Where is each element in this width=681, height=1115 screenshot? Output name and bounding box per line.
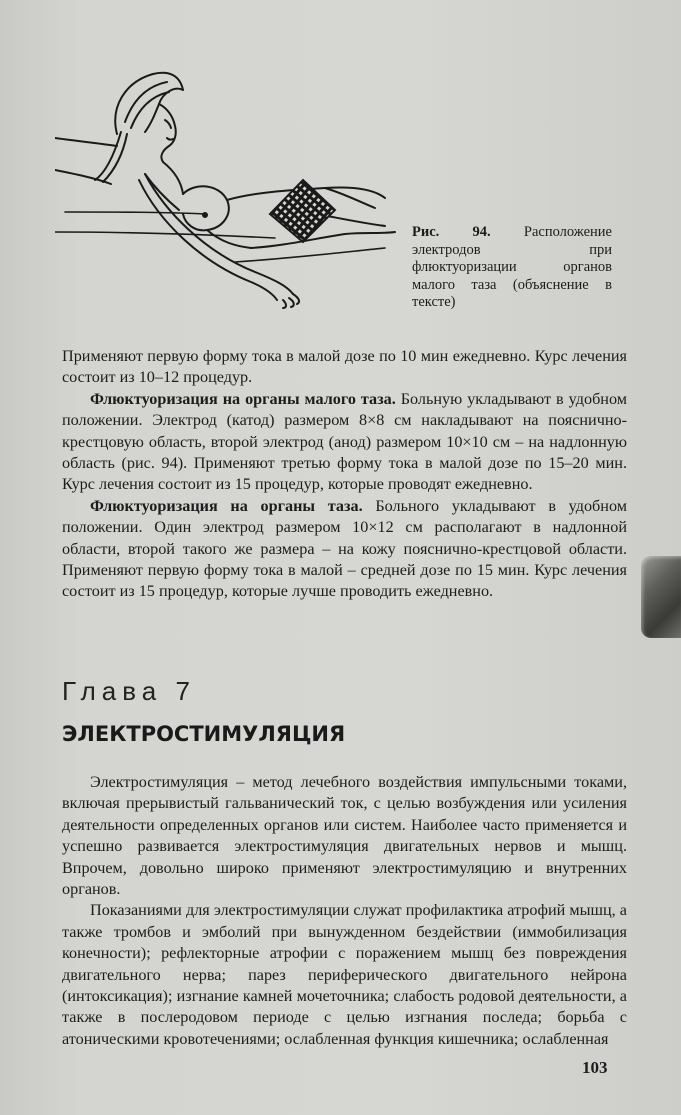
paragraph-heading: Флюктуоризация на органы малого таза. [90, 389, 396, 408]
paragraph: Флюктуоризация на органы малого таза. Больную укладывают в удобном положении. Электрод (катод) размером 8×8 см накладывают на пояснично-крестцовую область, второй электрод (анод) размером 10×10 см – на надлонную область (рис. 94). Применяют третью форму тока в малой дозе по 15–20 мин. Курс лечения состоит из 15 процедур, которые проводят ежедневно. [62, 389, 627, 494]
electrode-placement-illustration [55, 62, 400, 312]
paragraph: Применяют первую форму тока в малой дозе по 10 мин ежедневно. Курс лечения состоит из 10–12 процедур. [62, 347, 627, 387]
text-block-top [62, 346, 627, 603]
figure-caption-text: Расположение электродов при флюктуоризации органов малого таза (объяснение в тексте) [412, 224, 612, 310]
figure-caption [412, 224, 612, 312]
text-block-bottom [62, 772, 627, 1050]
chapter-label: Глава 7 [62, 676, 196, 706]
paragraph: Показаниями для электростимуляции служат профилактика атрофий мышц, а также тромбов и эмболий при вынужденном бездействии (иммобилизация конечности); рефлекторные атрофии с поражением мышц без повреждения двигательного нерва; парез периферического двигательного нейрона (интоксикация); изгнание камней мочеточника; слабость родовой деятельности, а также в послеродовом периоде с целью изгнания последа; борьба с атоническими кровотечениями; ослабленная функция кишечника; ослабленная [62, 901, 627, 1048]
chapter-title: ЭЛЕКТРОСТИМУЛЯЦИЯ [62, 722, 346, 746]
figure-caption-label: Рис. 94. [412, 224, 491, 240]
page-number: 103 [582, 1058, 608, 1077]
paragraph: Флюктуоризация на органы таза. Больного укладывают в удобном положении. Один электрод размером 10×12 см располагают в надлонной области, второй такого же размера – на кожу пояснично-крестцовой области. Применяют первую форму тока в малой – средней дозе по 15 мин. Курс лечения состоит из 15 процедур, которые лучше проводить ежедневно. [62, 496, 627, 601]
paragraph: Электростимуляция – метод лечебного воздействия импульсными токами, включая прерывистый гальванический ток, с целью возбуждения или усиления деятельности определенных органов или систем. Наиболее часто применяется и успешно развивается электростимуляция двигательных нервов и мышц. Впрочем, довольно широко применяют электростимуляцию и внутренних органов. [62, 773, 627, 899]
paragraph-heading: Флюктуоризация на органы таза. [90, 496, 363, 515]
electrode-pad [270, 180, 335, 242]
page-edge-tab [641, 556, 681, 638]
